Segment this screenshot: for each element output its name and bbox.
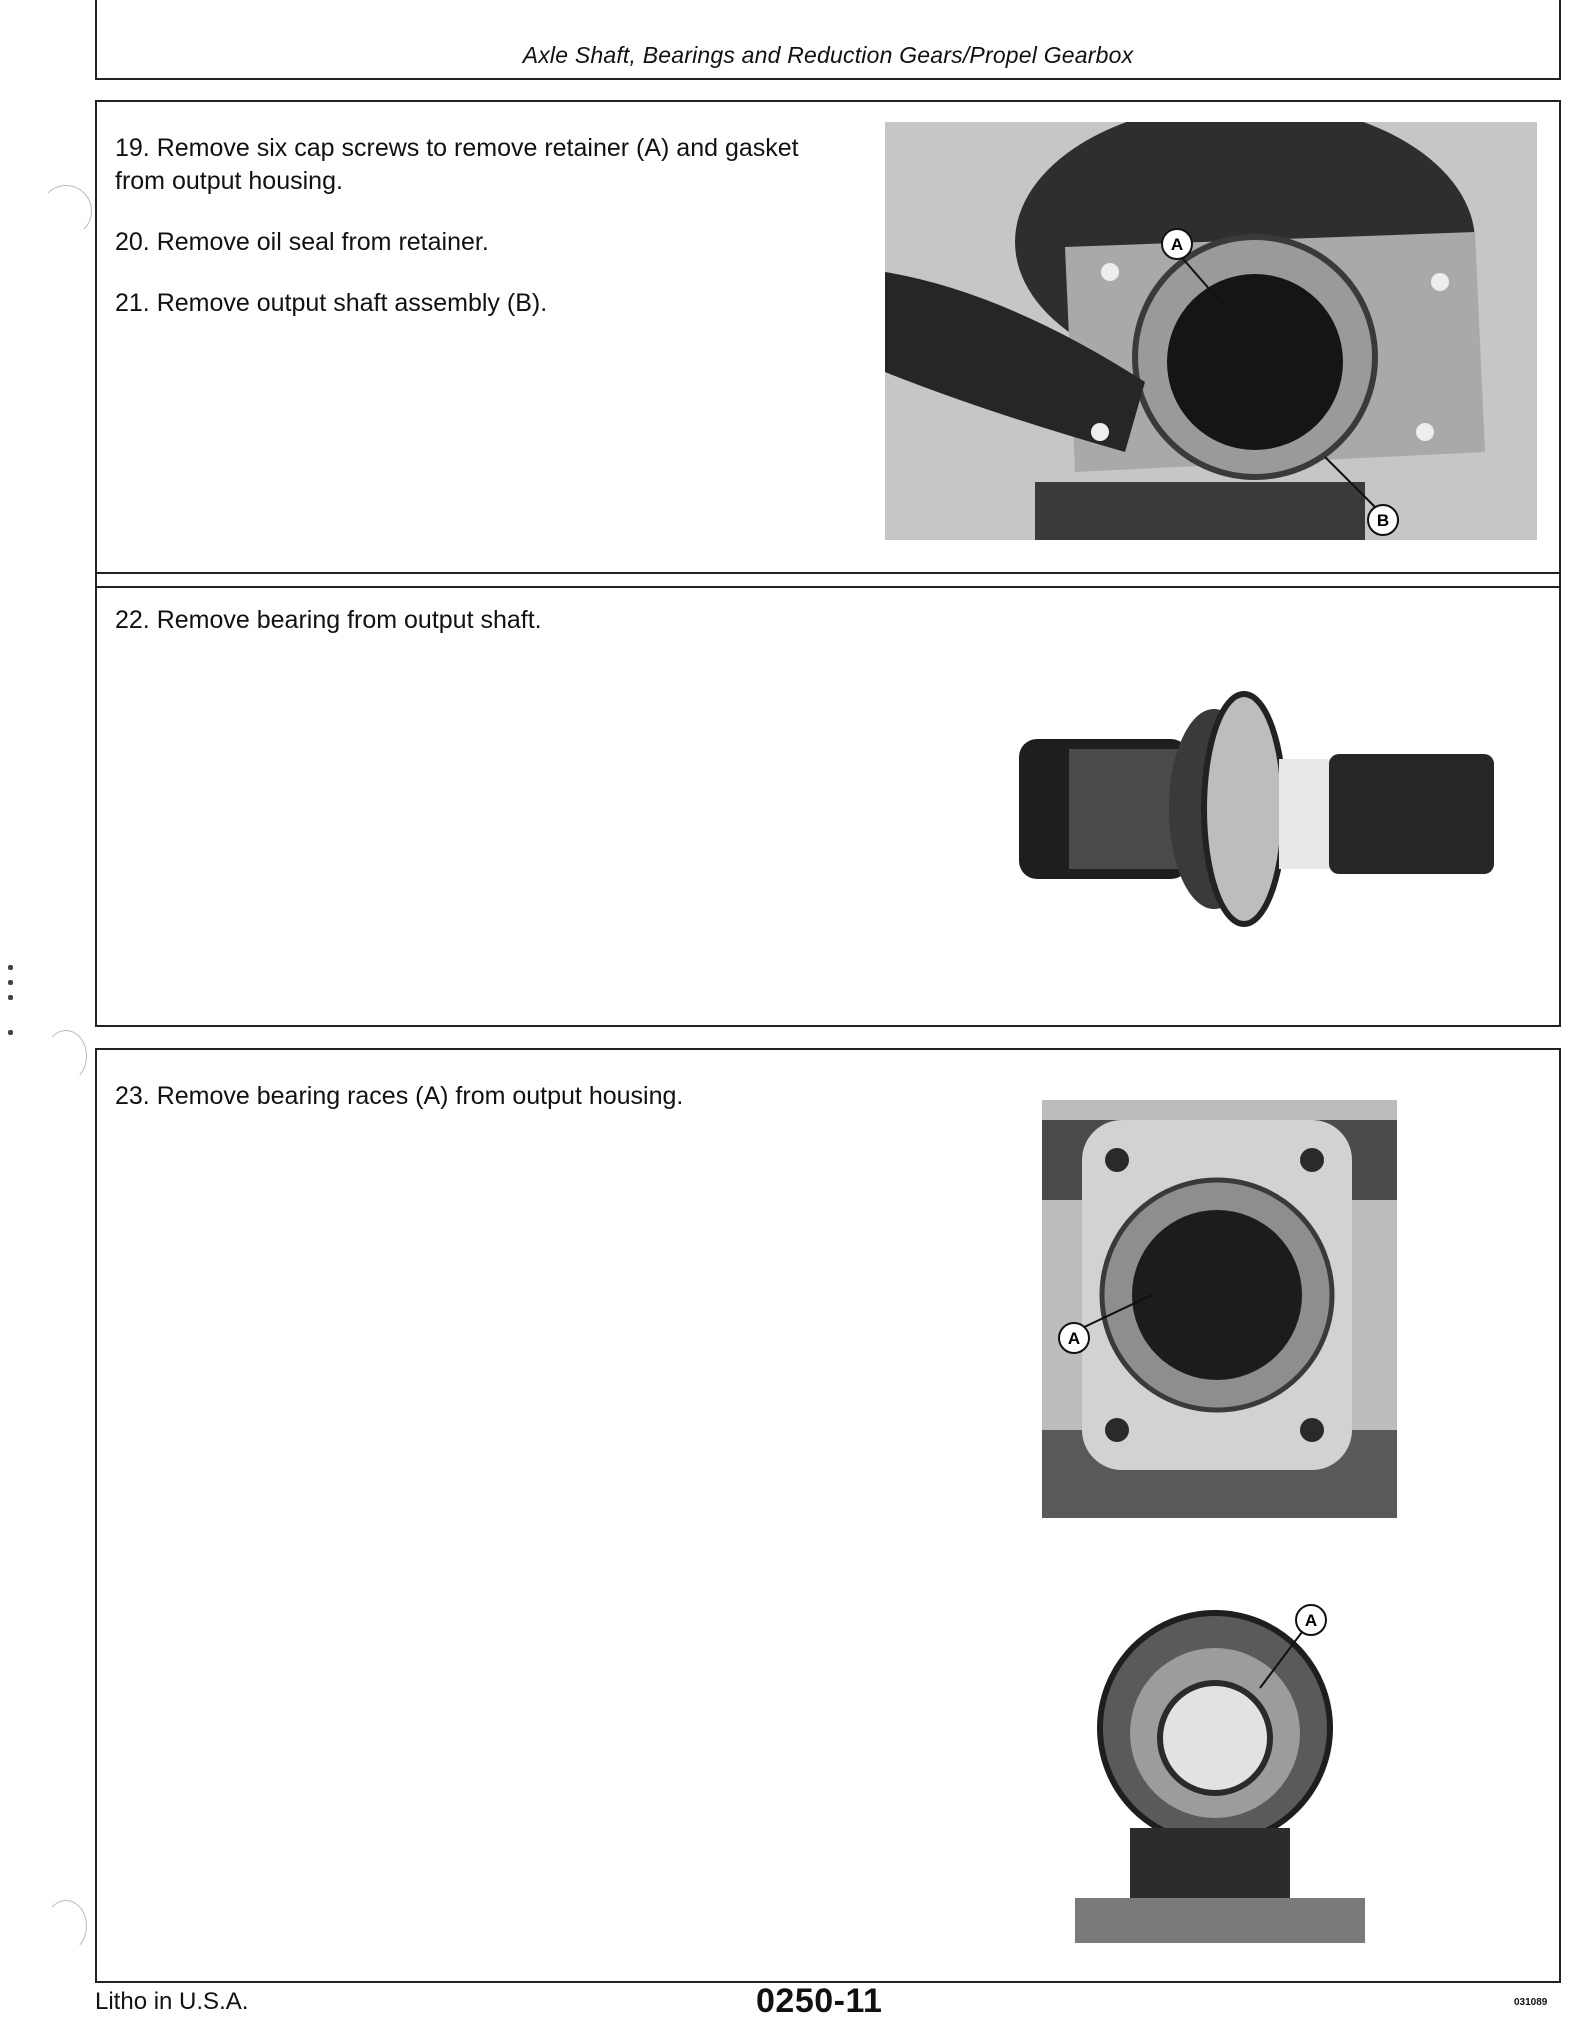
binder-hole-mark [45, 1900, 87, 1952]
output-shaft-bearing-photo-icon [1009, 674, 1509, 944]
page-header [95, 0, 1561, 80]
gearbox-retainer-photo-icon [885, 122, 1537, 540]
step-list [115, 604, 835, 665]
step-22: 22. Remove bearing from output shaft. [115, 606, 542, 634]
binder-hole-mark [40, 185, 92, 237]
procedure-panel-1 [95, 100, 1561, 588]
step-list [115, 1080, 835, 1141]
litho-note: Litho in U.S.A. [95, 1988, 249, 2015]
binder-hole-mark [45, 1030, 87, 1082]
callout-a: A [1067, 1329, 1081, 1348]
procedure-panel-2 [95, 572, 1561, 1027]
output-housing-photo-icon [1042, 1100, 1397, 1518]
page-number: 0250-11 [756, 1982, 883, 2020]
margin-dot [8, 980, 13, 985]
callout-a: A [1304, 1611, 1318, 1630]
procedure-panel-3 [95, 1048, 1561, 1983]
step-19: 19. Remove six cap screws to remove retainer (A) and gasket from output housing. [115, 134, 799, 195]
page-title: Axle Shaft, Bearings and Reduction Gears/Propel Gearbox [522, 42, 1134, 68]
callout-b: B [1376, 511, 1390, 530]
document-code: 031089 [1514, 1997, 1548, 2008]
step-21: 21. Remove output shaft assembly (B). [115, 289, 548, 317]
step-list [115, 132, 835, 348]
step-23: 23. Remove bearing races (A) from output housing. [115, 1082, 684, 1110]
step-20: 20. Remove oil seal from retainer. [115, 228, 489, 256]
callout-a: A [1170, 235, 1184, 254]
margin-dot [8, 965, 13, 970]
margin-dot [8, 1030, 13, 1035]
output-housing-photo-icon [1075, 1598, 1365, 1943]
margin-dot [8, 995, 13, 1000]
